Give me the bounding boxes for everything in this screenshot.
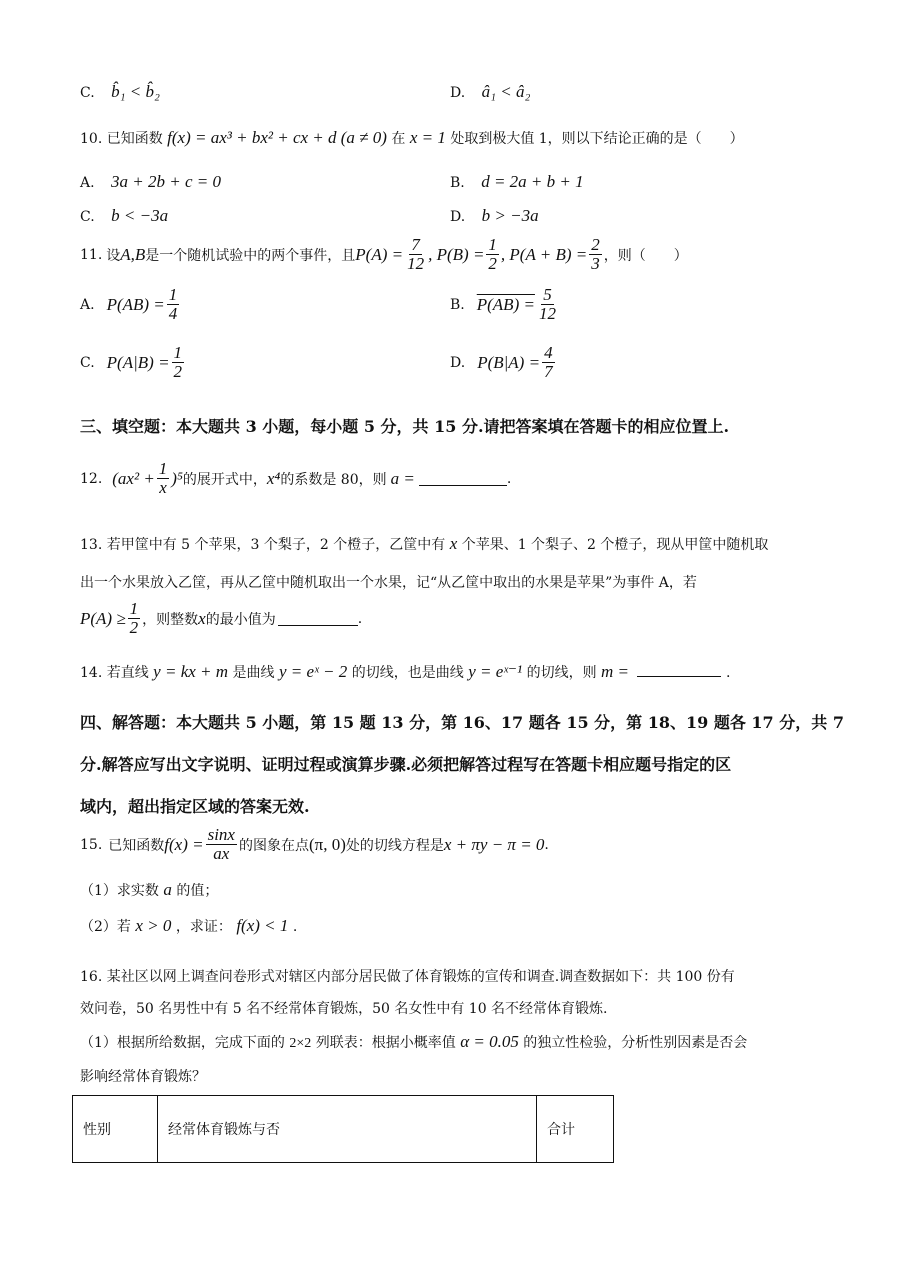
section-3-heading: 三、填空题：本大题共 3 小题，每小题 5 分，共 15 分.请把答案填在答题卡的相应位置上. [80,417,730,436]
variable-expression: x [198,608,206,628]
q11-option-b [450,286,560,323]
fraction-1-4: $\frac{1}{4}$ [168,285,178,323]
answer-blank[interactable] [419,471,507,486]
question-15-part-1 [80,880,218,900]
option-label: A. [80,296,95,313]
contingency-table [72,1095,614,1163]
condition-expression: x > 0 [135,916,172,935]
variable-expression: x [449,534,458,553]
fraction-2-3: $\frac{2}{3}$ [591,235,600,273]
text: 已知函数 [108,837,165,854]
binomial-expression: (ax² + [112,468,155,488]
text: . [506,470,512,487]
function-expression: f(x) = [164,834,204,854]
text: （2）若 [80,919,131,935]
q10-option-b [450,172,584,192]
option-label: D. [450,85,466,101]
section-4-heading-line-2: 分.解答应写出文字说明、证明过程或演算步骤.必须把解答过程写在答题卡相应题号指定的区 [80,755,732,774]
text: 是一个随机试验中的两个事件，且 [145,247,356,264]
q10-option-d [450,206,539,226]
question-16-part-1-cont: 影响经常体育锻炼？ [80,1069,206,1085]
text: ，则整数 [142,611,199,628]
question-16-line-2: 效问卷，50 名男性中有 5 名不经常体育锻炼，50 名女性中有 10 名不经常体育锻炼. [80,1001,608,1017]
prob-union-expression: , P(A + B) = [500,244,588,264]
tangent-equation: x + πy − π = 0 [443,834,545,854]
question-13-line-1 [80,534,768,554]
fraction-5-12: $\frac{5}{12}$ [538,285,556,323]
option-expression: b̂₁ < b̂₂ [111,82,160,101]
curve-expression: y = eˣ⁻¹ [468,662,523,681]
option-expression: P(AB) = [476,294,535,314]
variable-expression: a = [390,468,415,488]
text: . [725,665,731,681]
text: 若甲筐中有 5 个苹果，3 个梨子，2 个橙子，乙筐中有 [106,537,446,553]
text: 是曲线 [232,665,275,681]
section-4-heading-line-3: 域内，超出指定区域的答案无效. [80,797,310,816]
table-header-total: 合计 [537,1096,614,1163]
text: 列联表：根据小概率值 [315,1035,456,1051]
question-13-line-3 [80,600,362,637]
fraction-1-2: $\frac{1}{2}$ [129,599,139,637]
table-row [73,1096,614,1163]
answer-blank[interactable] [278,611,358,626]
text: 设 [106,247,121,264]
question-number: 13. [80,537,103,553]
fraction-7-12: $\frac{7}{12}$ [407,235,425,273]
q9-option-d [450,82,530,102]
q11-option-d [450,344,557,381]
question-11-stem [80,236,688,273]
binomial-exponent: )⁵ [171,468,183,488]
question-number: 14. [80,665,103,681]
term-expression: x⁴ [266,468,281,488]
text: 的切线，则 [526,665,597,681]
inequality-expression: P(A) ≥ [80,608,126,628]
alpha-expression: α = 0.05 [460,1032,519,1051]
text: ，则（ ） [603,247,688,264]
point-expression: (π, 0) [308,834,346,854]
text: 的系数是 80，则 [280,471,387,488]
prob-a-expression: P(A) = [355,244,404,264]
option-expression: 3a + 2b + c = 0 [111,172,221,191]
text: 的切线，也是曲线 [351,665,464,681]
question-12 [80,460,511,497]
table-header-gender: 性别 [73,1096,158,1163]
question-16-line-1: 16. 某社区以网上调查问卷形式对辖区内部分居民做了体育锻炼的宣传和调查.调查数据如下：共 100 份有 [80,969,735,985]
question-number: 11. [80,246,103,263]
question-15-part-2 [80,916,297,936]
fraction-1-2: $\frac{1}{2}$ [173,343,183,381]
text: 的展开式中， [182,471,267,488]
text: （1）根据所给数据，完成下面的 [80,1035,285,1051]
option-label: B. [450,175,465,191]
text: 的最小值为 [205,611,276,628]
question-13-line-2: 出一个水果放入乙筐，再从乙筐中随机取出一个水果，记“从乙筐中取出的水果是苹果”为事件 A，若 [80,575,697,591]
q10-option-a [80,172,221,192]
fraction-4-7: $\frac{4}{7}$ [544,343,553,381]
prob-b-expression: , P(B) = [428,244,485,264]
text: . [292,919,298,935]
q11-option-a [80,286,181,323]
fraction-1-x: $\frac{1}{x}$ [158,459,168,497]
text: （1）求实数 [80,883,159,899]
text: 处的切线方程是 [345,837,444,854]
question-16-part-1 [80,1032,747,1052]
question-14 [80,662,730,682]
q9-option-c [80,82,160,102]
text: 在 [391,131,406,147]
text: . [357,610,363,627]
question-number: 10. [80,131,103,147]
option-label: B. [450,296,465,313]
option-expression: d = 2a + b + 1 [481,172,584,191]
text: 的图象在点 [238,837,309,854]
text: ，求证： [175,919,232,935]
option-label: C. [80,85,95,101]
text: 个苹果、1 个梨子、2 个橙子，现从甲筐中随机取 [461,537,769,553]
variable-expression: m = [601,662,630,681]
option-label: C. [80,209,95,225]
option-label: C. [80,354,95,371]
question-15-stem [80,826,549,863]
q10-option-c [80,206,168,226]
answer-blank[interactable] [637,662,721,677]
option-expression: P(AB) = [106,294,165,314]
events-expression: A,B [120,244,146,264]
curve-expression: y = eˣ − 2 [278,662,348,681]
text: 处取到极大值 1，则以下结论正确的是（ ） [450,131,744,147]
table-header-exercise: 经常体育锻炼与否 [158,1096,537,1163]
question-10-stem [80,128,744,148]
line-expression: y = kx + m [153,662,229,681]
text: . [544,836,549,853]
option-expression: P(B|A) = [477,352,541,372]
text: 的独立性检验，分析性别因素是否会 [523,1035,748,1051]
option-expression: b < −3a [111,206,169,225]
fraction-1-2: $\frac{1}{2}$ [488,235,497,273]
text: 已知函数 [106,131,163,147]
text: 的值； [176,883,219,899]
option-expression: b > −3a [481,206,539,225]
section-4-heading-line-1: 四、解答题：本大题共 5 小题，第 15 题 13 分，第 16、17 题各 15 分，第 18、19 题各 17 分，共 7 [80,713,844,732]
option-expression: â₁ < â₂ [481,82,531,101]
option-expression: P(A|B) = [106,352,170,372]
option-label: D. [450,209,466,225]
inequality-expression: f(x) < 1 [236,916,289,935]
option-label: A. [80,175,95,191]
question-number: 15. [80,836,103,853]
option-label: D. [450,354,466,371]
condition-expression: x = 1 [409,128,446,147]
q11-option-c [80,344,186,381]
table-size-expression: 2×2 [289,1036,312,1051]
variable-expression: a [163,880,172,899]
text: 若直线 [106,665,149,681]
fraction-sinx-ax: $\frac{\sin x}{ax}$ [207,825,235,863]
question-number: 12. [80,470,103,487]
function-expression: f(x) = ax³ + bx² + cx + d (a ≠ 0) [167,128,387,147]
